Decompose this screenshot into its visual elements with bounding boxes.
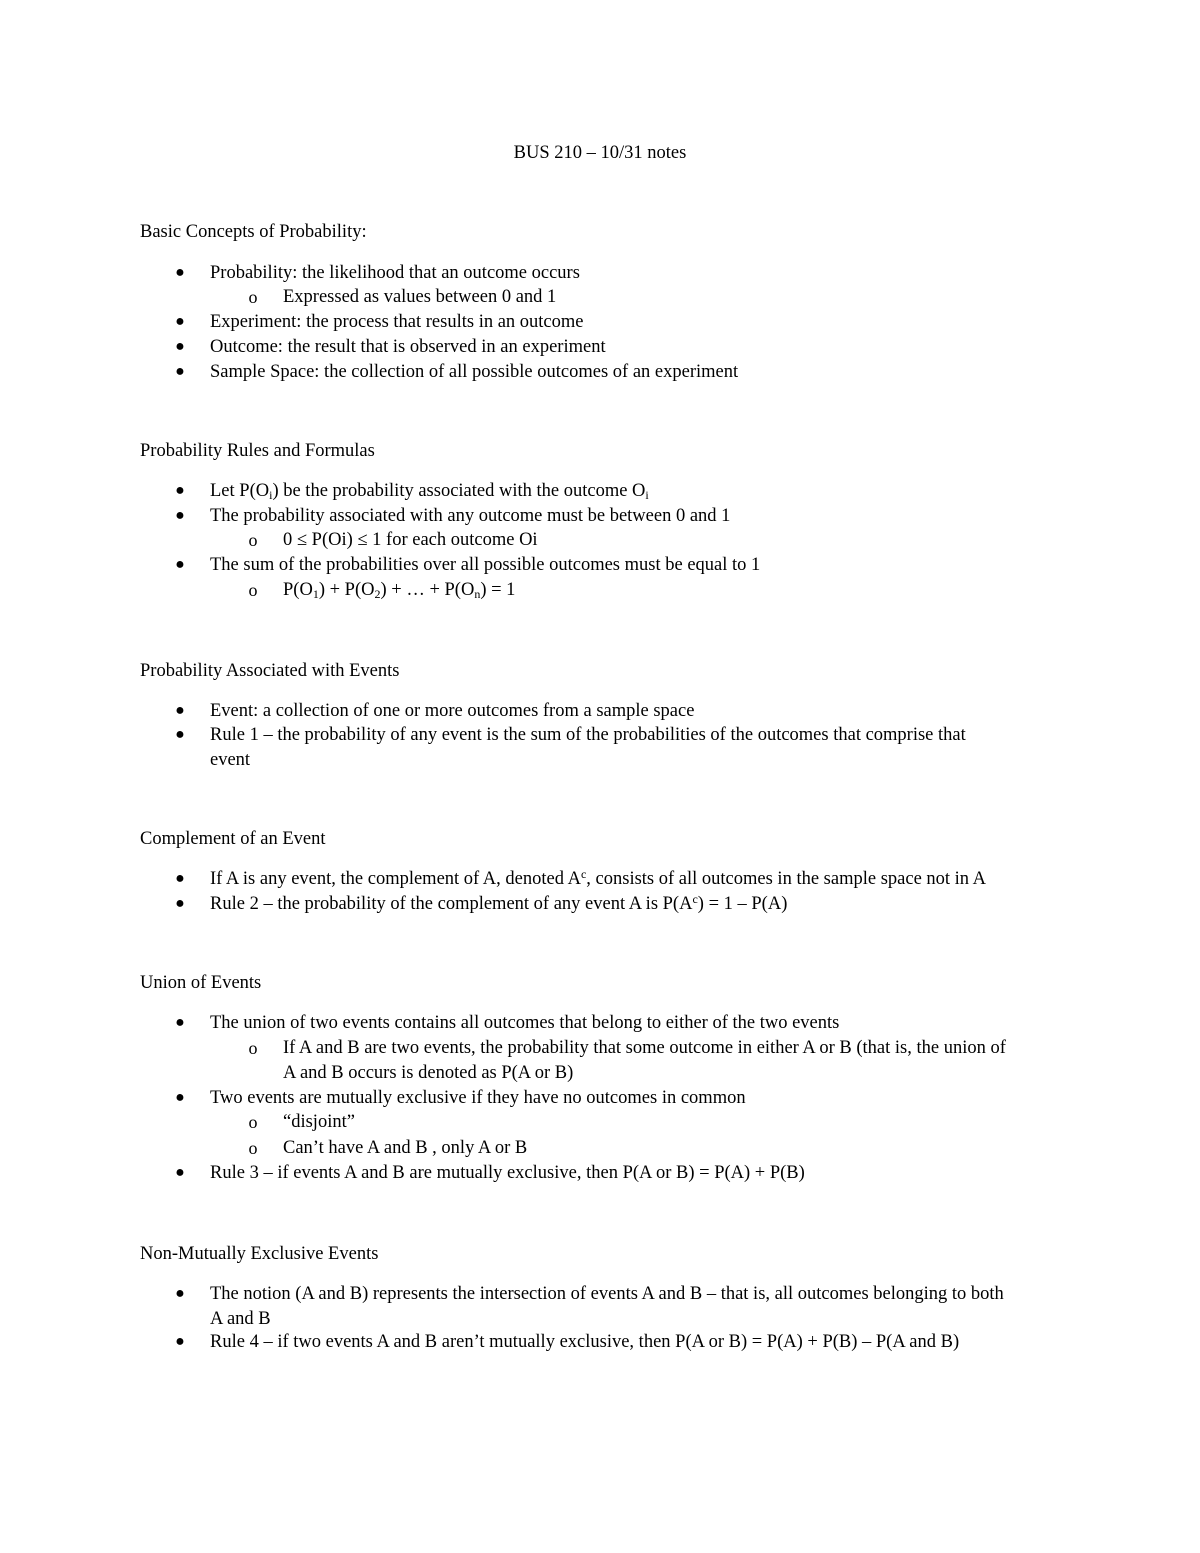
sub-list-item (248, 1110, 1060, 1135)
sub-list-item (248, 578, 1060, 603)
sub-bullet-marker: o (248, 1138, 258, 1158)
section-heading-complement: Complement of an Event (140, 829, 326, 849)
subscript: i (269, 488, 273, 502)
list-item (175, 1161, 1060, 1186)
item-text: ) be the probability associated with the outcome O (272, 481, 646, 501)
sub-bullet-marker: o (248, 287, 258, 307)
sub-list-item (248, 1036, 1060, 1085)
item-text: The sum of the probabilities over all possible outcomes must be equal to 1 (210, 555, 761, 575)
list-item (175, 261, 1060, 286)
list-item (175, 892, 1060, 917)
item-text: Rule 3 – if events A and B are mutually exclusive, then P(A or B) = P(A) + P(B) (210, 1163, 805, 1183)
bullet-marker: ● (175, 507, 185, 524)
section-heading-events: Probability Associated with Events (140, 661, 400, 681)
item-text-continued: event (210, 749, 251, 770)
bullet-marker: ● (175, 870, 185, 887)
bullet-marker: ● (175, 895, 185, 912)
list-item (175, 1330, 1060, 1355)
list-item (175, 1011, 1060, 1036)
item-text: Rule 1 – the probability of any event is the sum of the probabilities of the outcomes that comprise that (210, 725, 966, 745)
sub-bullet-marker: o (248, 1038, 258, 1058)
bullet-marker: ● (175, 702, 185, 719)
bullet-marker: ● (175, 264, 185, 281)
item-text: Expressed as values between 0 and 1 (283, 287, 557, 307)
bullet-marker: ● (175, 482, 185, 499)
item-text: Let P(O (210, 481, 270, 501)
bullet-marker: ● (175, 726, 185, 743)
list-item (175, 310, 1060, 335)
list-item (175, 723, 1060, 772)
item-text-continued: A and B occurs is denoted as P(A or B) (283, 1062, 574, 1083)
section-heading-basic-concepts: Basic Concepts of Probability: (140, 222, 367, 242)
list-item (175, 504, 1060, 529)
item-text: If A is any event, the complement of A, denoted A (210, 869, 581, 889)
item-text: Rule 2 – the probability of the complement of any event A is P(A (210, 894, 693, 914)
item-text: “disjoint” (283, 1112, 355, 1132)
subscript: 1 (312, 587, 319, 601)
sub-bullet-marker: o (248, 530, 258, 550)
bullet-marker: ● (175, 1285, 185, 1302)
item-text: P(O (283, 580, 313, 600)
item-text: ) + P(O (318, 580, 375, 600)
superscript: c (692, 892, 698, 906)
bullet-marker: ● (175, 1333, 185, 1350)
bullet-marker: ● (175, 363, 185, 380)
sub-list-item (248, 1136, 1060, 1161)
list-item (175, 867, 1060, 892)
list-item (175, 553, 1060, 578)
list-item (175, 335, 1060, 360)
item-text: 0 ≤ P(Oi) ≤ 1 for each outcome Oi (283, 530, 538, 550)
superscript: c (580, 867, 587, 881)
list-item (175, 1086, 1060, 1111)
subscript: i (645, 488, 649, 502)
item-text: Sample Space: the collection of all possible outcomes of an experiment (210, 362, 739, 382)
item-text: , consists of all outcomes in the sample space not in A (586, 869, 987, 889)
item-text: The notion (A and B) represents the intersection of events A and B – that is, all outcomes belonging to both (210, 1284, 1004, 1304)
item-text: Outcome: the result that is observed in an experiment (210, 337, 606, 357)
sub-bullet-marker: o (248, 1112, 258, 1132)
list-item (175, 360, 1060, 385)
sub-list-item (248, 528, 1060, 553)
bullet-marker: ● (175, 313, 185, 330)
item-text: Can’t have A and B , only A or B (283, 1138, 528, 1158)
list-item (175, 1282, 1060, 1331)
item-text: The probability associated with any outcome must be between 0 and 1 (210, 506, 731, 526)
section-heading-union: Union of Events (140, 973, 262, 993)
item-text: ) = 1 (480, 580, 516, 600)
item-text: If A and B are two events, the probability that some outcome in either A or B (that is, the union of (283, 1038, 1006, 1058)
item-text: Experiment: the process that results in an outcome (210, 312, 584, 332)
item-text: ) = 1 – P(A) (697, 894, 788, 914)
bullet-marker: ● (175, 1164, 185, 1181)
list-item (175, 699, 1060, 724)
bullet-marker: ● (175, 338, 185, 355)
subscript: 2 (374, 587, 381, 601)
sub-bullet-marker: o (248, 580, 258, 600)
bullet-marker: ● (175, 556, 185, 573)
section-heading-rules-formulas: Probability Rules and Formulas (140, 441, 375, 461)
item-text: Rule 4 – if two events A and B aren’t mutually exclusive, then P(A or B) = P(A) + P(B) – P(A and B) (210, 1332, 960, 1352)
section-heading-non-mutually-exclusive: Non-Mutually Exclusive Events (140, 1244, 379, 1264)
list-item (175, 479, 1060, 504)
item-text-continued: A and B (210, 1308, 271, 1329)
bullet-marker: ● (175, 1014, 185, 1031)
subscript: n (474, 587, 481, 601)
item-text: ) + … + P(O (380, 580, 475, 600)
item-text: Probability: the likelihood that an outcome occurs (210, 263, 580, 283)
sub-list-item (248, 285, 1060, 310)
item-text: Event: a collection of one or more outcomes from a sample space (210, 701, 695, 721)
bullet-marker: ● (175, 1089, 185, 1106)
document-title: BUS 210 – 10/31 notes (513, 143, 687, 163)
item-text: The union of two events contains all outcomes that belong to either of the two events (210, 1013, 840, 1033)
item-text: Two events are mutually exclusive if they have no outcomes in common (210, 1088, 746, 1108)
